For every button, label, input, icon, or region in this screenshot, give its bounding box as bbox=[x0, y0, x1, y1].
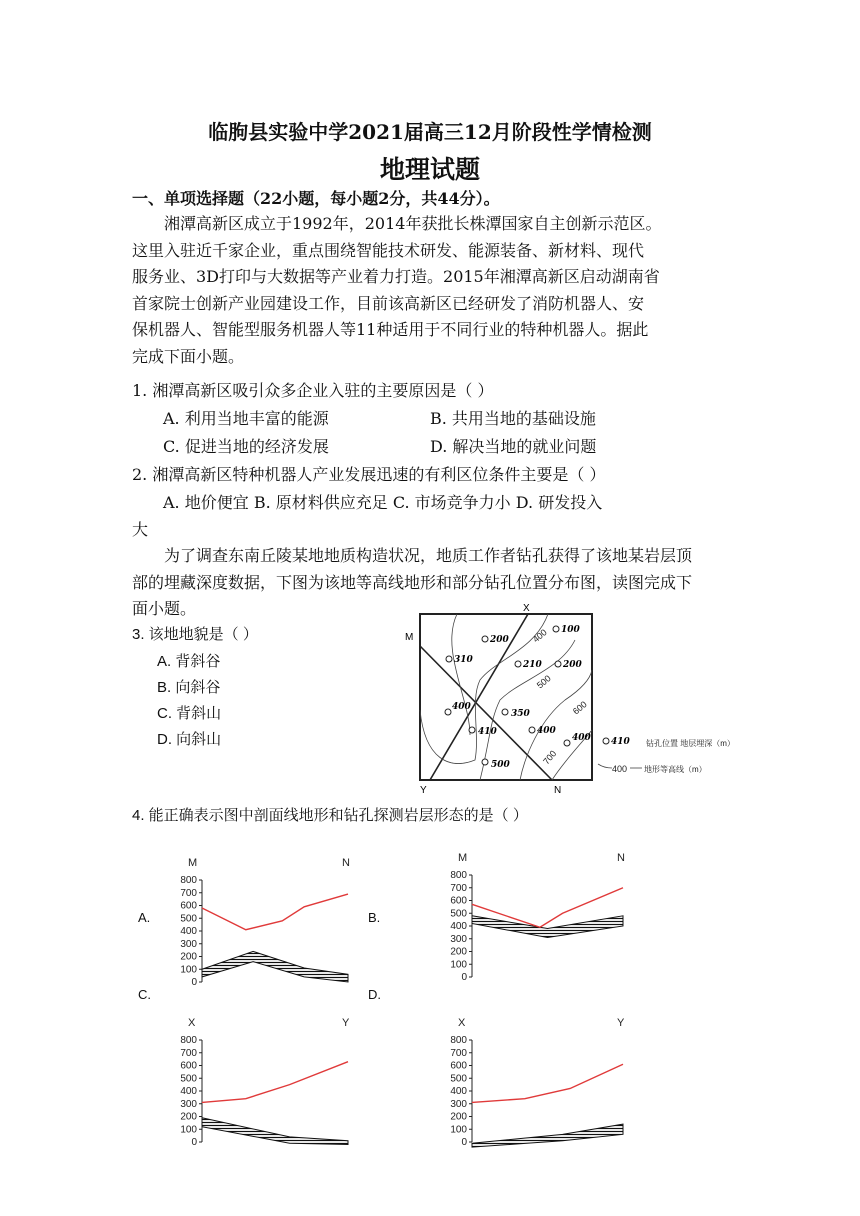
svg-text:310: 310 bbox=[454, 655, 473, 665]
map-letter-y: Y bbox=[420, 785, 427, 796]
question-3-option-a[interactable]: A. 背斜谷 bbox=[157, 653, 221, 670]
question-2-stem: 2. 湘潭高新区特种机器人产业发展迅速的有利区位条件主要是（ ） bbox=[132, 465, 606, 484]
y-tick-label: 400 bbox=[450, 1086, 467, 1097]
question-3-option-d[interactable]: D. 向斜山 bbox=[157, 731, 222, 748]
well-marker bbox=[529, 726, 557, 736]
svg-text:400: 400 bbox=[452, 702, 471, 712]
svg-text:210: 210 bbox=[523, 660, 542, 670]
y-tick-label: 300 bbox=[450, 933, 467, 945]
contour-label: 700 bbox=[541, 748, 559, 767]
stratum-layer bbox=[202, 951, 348, 982]
question-3-stem: 3. 该地地貌是（ ） bbox=[132, 626, 258, 643]
y-tick-label: 200 bbox=[180, 951, 197, 963]
legend-well-text: 钻孔位置 地层埋深（m） bbox=[646, 739, 735, 748]
question-4-option-b[interactable]: B. bbox=[368, 910, 381, 925]
y-tick-label: 800 bbox=[180, 1035, 197, 1046]
y-tick-label: 500 bbox=[450, 1073, 467, 1085]
y-tick-label: 800 bbox=[180, 875, 197, 886]
y-tick-label: 800 bbox=[450, 870, 467, 881]
svg-text:200: 200 bbox=[563, 660, 582, 670]
y-tick-label: 100 bbox=[180, 1124, 197, 1136]
y-tick-label: 600 bbox=[180, 900, 197, 912]
question-1-option-a[interactable]: A. 利用当地丰富的能源 bbox=[163, 409, 329, 428]
svg-text:200: 200 bbox=[490, 635, 509, 645]
question-2-options[interactable]: A. 地价便宜 B. 原材料供应充足 C. 市场竞争力小 D. 研发投入 bbox=[163, 493, 603, 512]
contour-label: 400 bbox=[530, 627, 549, 645]
passage-1-line: 湘潭高新区成立于1992年，2014年获批长株潭国家自主创新示范区。 bbox=[164, 214, 662, 233]
passage-2-line: 面小题。 bbox=[132, 599, 197, 618]
svg-text:350: 350 bbox=[511, 709, 530, 719]
well-marker bbox=[469, 727, 498, 737]
question-2-option-wrap: 大 bbox=[132, 520, 149, 539]
y-tick-label: 500 bbox=[450, 908, 467, 920]
y-tick-label: 600 bbox=[450, 895, 467, 907]
passage-1-line: 完成下面小题。 bbox=[132, 346, 245, 366]
exam-title: 临朐县实验中学2021届高三12月阶段性学情检测 bbox=[208, 120, 652, 144]
profile-end-label: N bbox=[342, 857, 350, 869]
stratum-layer bbox=[472, 1124, 623, 1147]
svg-text:100: 100 bbox=[561, 625, 580, 635]
question-1-option-c[interactable]: C. 促进当地的经济发展 bbox=[163, 437, 329, 456]
question-4-stem: 4. 能正确表示图中剖面线地形和钻孔探测岩层形态的是（ ） bbox=[132, 807, 528, 824]
profile-chart-d[interactable] bbox=[440, 1010, 635, 1158]
svg-text:500: 500 bbox=[491, 760, 510, 770]
well-marker bbox=[555, 660, 583, 670]
profile-start-label: M bbox=[188, 857, 198, 869]
svg-text:400: 400 bbox=[572, 733, 591, 743]
stratum-layer bbox=[472, 916, 623, 938]
question-4-option-c[interactable]: C. bbox=[138, 987, 151, 1002]
y-tick-label: 400 bbox=[180, 926, 197, 937]
map-letter-n: N bbox=[554, 785, 562, 796]
passage-1-line: 保机器人、智能型服务机器人等11种适用于不同行业的特种机器人。据此 bbox=[132, 320, 649, 339]
terrain-line bbox=[472, 1064, 623, 1102]
exam-subtitle: 地理试题 bbox=[379, 155, 480, 184]
profile-start-label: X bbox=[458, 1017, 466, 1029]
question-3-option-b[interactable]: B. 向斜谷 bbox=[157, 679, 221, 696]
well-marker bbox=[564, 733, 592, 746]
y-tick-label: 200 bbox=[450, 946, 467, 958]
legend-well-value: 410 bbox=[611, 737, 630, 747]
profile-chart-c[interactable] bbox=[170, 1010, 360, 1158]
passage-1-line: 这里入驻近千家企业，重点围绕智能技术研发、能源装备、新材料、现代 bbox=[132, 240, 645, 260]
question-3-option-c[interactable]: C. 背斜山 bbox=[157, 705, 222, 722]
question-1-option-d[interactable]: D. 解决当地的就业问题 bbox=[430, 437, 597, 456]
question-4-option-d[interactable]: D. bbox=[368, 987, 381, 1002]
well-marker bbox=[515, 660, 543, 670]
y-tick-label: 600 bbox=[180, 1060, 197, 1072]
well-marker bbox=[445, 702, 472, 715]
passage-2-line: 部的埋藏深度数据，下图为该地等高线地形和部分钻孔位置分布图，读图完成下 bbox=[132, 572, 693, 592]
stratum-layer bbox=[202, 1118, 348, 1145]
profile-start-label: X bbox=[188, 1017, 196, 1029]
y-tick-label: 700 bbox=[450, 1047, 467, 1059]
y-tick-label: 0 bbox=[191, 977, 197, 988]
passage-2-line: 为了调查东南丘陵某地地质构造状况，地质工作者钻孔获得了该地某岩层顶 bbox=[164, 546, 693, 565]
question-1-stem: 1. 湘潭高新区吸引众多企业入驻的主要原因是（ ） bbox=[132, 381, 494, 400]
legend-contour-text: 地形等高线（m） bbox=[644, 765, 707, 774]
well-marker bbox=[553, 625, 581, 635]
y-tick-label: 200 bbox=[180, 1111, 197, 1123]
well-marker bbox=[482, 635, 510, 645]
y-tick-label: 0 bbox=[191, 1137, 197, 1148]
y-tick-label: 700 bbox=[180, 1047, 197, 1059]
y-tick-label: 200 bbox=[450, 1111, 467, 1123]
profile-end-label: N bbox=[617, 852, 625, 864]
y-tick-label: 100 bbox=[450, 959, 467, 971]
map-letter-x: X bbox=[523, 603, 530, 614]
contour-label: 600 bbox=[570, 699, 589, 717]
y-tick-label: 300 bbox=[450, 1098, 467, 1110]
profile-chart-b[interactable] bbox=[440, 845, 635, 995]
contour-map bbox=[400, 600, 765, 796]
well-marker bbox=[446, 655, 474, 665]
profile-start-label: M bbox=[458, 852, 468, 864]
passage-1 bbox=[132, 211, 730, 370]
y-tick-label: 400 bbox=[450, 921, 467, 932]
profile-chart-a[interactable] bbox=[170, 850, 360, 995]
y-tick-label: 100 bbox=[180, 964, 197, 976]
map-letter-m: M bbox=[405, 632, 414, 643]
y-tick-label: 300 bbox=[180, 938, 197, 950]
question-4-option-a[interactable]: A. bbox=[138, 910, 151, 925]
y-tick-label: 100 bbox=[450, 1124, 467, 1136]
svg-text:410: 410 bbox=[478, 727, 497, 737]
y-tick-label: 500 bbox=[180, 913, 197, 925]
svg-text:400: 400 bbox=[537, 726, 556, 736]
question-1-option-b[interactable]: B. 共用当地的基础设施 bbox=[430, 409, 596, 428]
passage-1-line: 服务业、3D打印与大数据等产业着力打造。2015年湘潭高新区启动湖南省 bbox=[132, 267, 660, 286]
terrain-line bbox=[202, 1062, 348, 1103]
y-tick-label: 0 bbox=[461, 1137, 467, 1148]
terrain-line bbox=[202, 894, 348, 930]
contour-line bbox=[520, 670, 592, 780]
profile-end-label: Y bbox=[342, 1017, 350, 1029]
passage-1-line: 首家院士创新产业园建设工作，目前该高新区已经研发了消防机器人、安 bbox=[132, 293, 645, 313]
map-legend bbox=[598, 737, 735, 774]
y-tick-label: 0 bbox=[461, 972, 467, 983]
legend-contour-value: 400 bbox=[612, 764, 628, 774]
y-tick-label: 300 bbox=[180, 1098, 197, 1110]
well-marker bbox=[482, 759, 511, 770]
section-heading: 一、单项选择题（22小题，每小题2分，共44分）。 bbox=[132, 189, 500, 208]
y-tick-label: 700 bbox=[450, 882, 467, 894]
y-tick-label: 500 bbox=[180, 1073, 197, 1085]
contour-label: 500 bbox=[534, 673, 553, 691]
y-tick-label: 800 bbox=[450, 1035, 467, 1046]
y-tick-label: 400 bbox=[180, 1086, 197, 1097]
profile-end-label: Y bbox=[617, 1017, 625, 1029]
well-marker bbox=[502, 709, 531, 719]
profile-line-xy bbox=[430, 614, 528, 780]
y-tick-label: 700 bbox=[180, 887, 197, 899]
y-tick-label: 600 bbox=[450, 1060, 467, 1072]
